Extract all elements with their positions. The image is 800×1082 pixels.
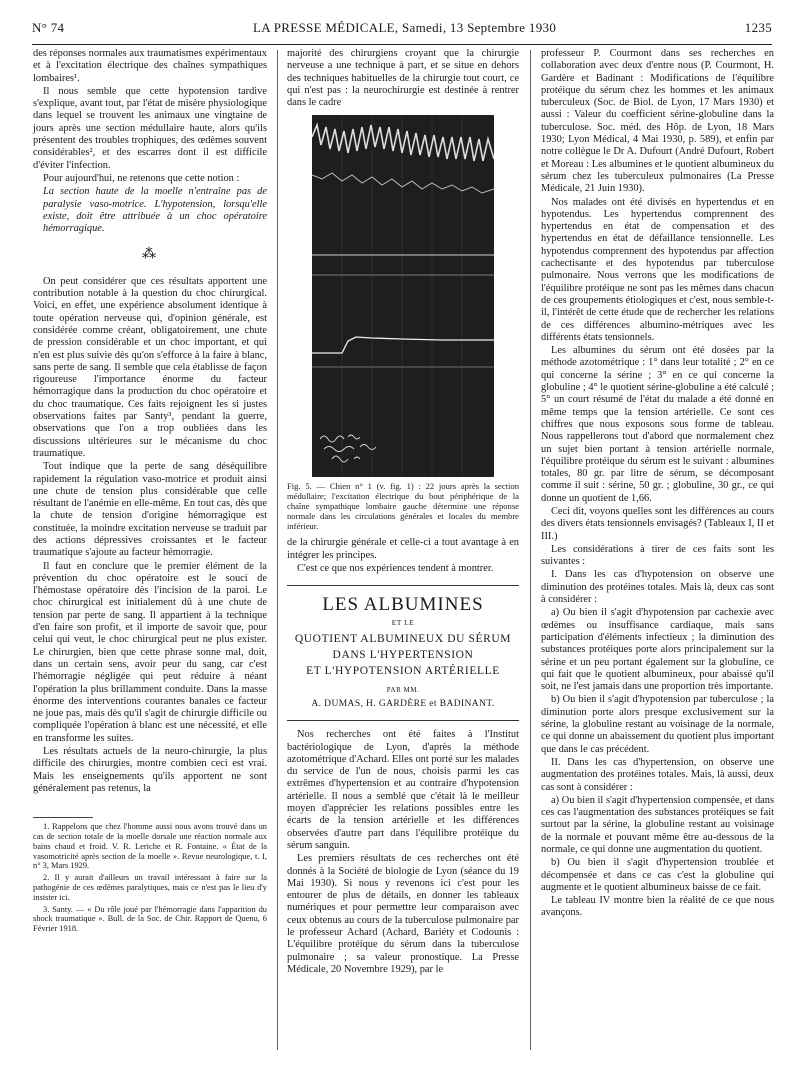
paragraph: professeur P. Courmont dans ses recherches en collaboration avec deux d'entre nous (P. Courmont, H. Gardère et Badinant : Modifications de l'équilibre protéique du sérum chez les hommes et les animaux tuberculeux (Soc. de Biol. de Lyon, 17 Mars 1930) et aussi : Valeur du coefficient sérine-globuline dans la tuberculose. Soc. méd. des Hôp. de Lyon, 18 Mars 1930; Lyon Médical, 4 Mai 1930, p. 589), et enfin par notre collègue le Dr A. Dufourt (André Dufourt, Robert et Moreau : Les albumines et le quotient albumineux du sérum chez les tuberculeux pulmonaires (La Presse Médicale, 21 Juin 1930). (541, 48, 774, 195)
column-middle (287, 48, 519, 1058)
paragraph: C'est ce que nos expériences tendent à montrer. (297, 563, 494, 575)
page-number: 1235 (744, 20, 772, 35)
paragraph: Nos recherches ont été faites à l'Institut bactériologique de Lyon, d'après la méthode azotométrique d'Achard. Elles ont porté sur les malades du service de l'un de nous, choisis parmi les cas extrêmes d'hypertension et au contraire d'hypotension artérielle. Il nous a semblé que c'était là le meilleur moyen d'apprécier les relations possibles entre les écarts de la tension artérielle et les différences observées d'autre part dans l'équilibre protéique du sérum sanguin. (287, 729, 519, 851)
title-connector: ET LE (391, 618, 415, 628)
footnote-rule (33, 817, 93, 818)
figure-kymograph-tracing (312, 115, 494, 477)
paragraph: Le tableau IV montre bien la réalité de ce que nous avançons. (541, 895, 774, 919)
byline-prefix: PAR MM. (386, 685, 420, 694)
column-right (541, 48, 774, 1058)
article-title: LES ALBUMINES (322, 594, 484, 616)
paragraph: II. Dans les cas d'hypertension, on observe une augmentation des protéines totales. Mais, là aussi, deux cas sont à considérer : (541, 756, 774, 793)
paragraph: de la chirurgie générale et celle-ci a tout avantage à en intégrer les principes. (287, 537, 519, 561)
figure-caption: Fig. 5. — Chien n° 1 (v. fig. 1) : 22 jours après la section médullaire; l'excitation électrique du bout périphérique de la chaîne sympathique lombaire gauche détermine une réponse normale dans les circulations générales et locales du membre inférieur. (287, 481, 519, 532)
paragraph: Tout indique que la perte de sang déséquilibre rapidement la régulation vaso-motrice et produit ainsi une chute de tension plus considérable que celle résultant de l'anémie en elle-même. En tout cas, dès que la chute de tension d'origine hémorragique est constituée, la moindre excitation nerveuse se traduit par des actions dépressives croissantes et le facteur traumatique s'ajoute au facteur hémorragie. (33, 461, 267, 559)
article-subtitle: ET L'HYPOTENSION ARTÉRIELLE (306, 664, 500, 677)
paragraph: Les albumines du sérum ont été dosées par la méthode azotométrique : 1° dans leur totalité ; 2° en ce qui concerne la sérine ; 3° en ce qui concerne la globuline ; 4° le quotient sérine-globuline a été calculé ; 5° un court résumé de l'état du malade a été donné en même temps que la tension artérielle. Ce sont ces chiffres que nous exposons sous forme de tableau. Nous rappellerons tout d'abord que normalement chez un sujet bien portant à tension artérielle normale, l'équilibre protéique du sérum est le suivant : albumines totales, 80 gr. par litre de sérum, se décomposant comme il suit : sérine, 50 gr. ; globuline, 30 gr., ce qui donne un quotient de 1,66. (541, 345, 774, 504)
conclusion-italic: La section haute de la moelle n'entraîne pas de paralysie vaso-motrice. L'hypotension, lorsqu'elle existe, doit être attribuée à un choc opératoire hémorragique. (43, 186, 267, 235)
journal-title: LA PRESSE MÉDICALE, Samedi, 13 Septembre 1930 (253, 20, 557, 35)
section-asterism: ⁂ (142, 247, 158, 263)
paragraph: b) Ou bien il s'agit d'hypertension troublée et décompensée et dans ce cas c'est la globuline qui augmente et le quotient albumineux baisse de ce fait. (541, 857, 774, 893)
paragraph: Il nous semble que cette hypotension tardive s'explique, avant tout, par l'état de misère physiologique dans lequel se trouvent les animaux une vingtaine de jours après une section médullaire haute, alors qu'ils présentent des troubles trophiques, des œdèmes souvent considérables², et des escarres dont il est difficile d'éviter l'infection. (33, 85, 267, 171)
paragraph: Ceci dit, voyons quelles sont les différences au cours des divers états tensionnels envisagés? (Tableaux I, II et III.) (541, 505, 774, 542)
tracing-image (312, 115, 494, 477)
paragraph: I. Dans les cas d'hypotension on observe une diminution des protéines totales. Mais là, deux cas sont à considérer : (541, 569, 774, 606)
paragraph: Les considérations à tirer de ces faits sont les suivantes : (541, 543, 774, 568)
paragraph: a) Ou bien il s'agit d'hypertension compensée, et dans ces cas l'augmentation des substances protéiques se fait surtout par la sérine, la globuline restant au voisinage de la normale et pouvant même être au-dessous de la normale, ce qui donne une augmentation du quotient. (541, 794, 774, 855)
paragraph: majorité des chirurgiens croyant que la chirurgie nerveuse a une technique à part, et se situe en dehors des techniques habituelles de la chirurgie tout court, ce qui n'est pas : la neurochirurgie est destinée à rentrer dans le cadre (287, 48, 519, 109)
paragraph: Pour aujourd'hui, ne retenons que cette notion : (43, 172, 240, 184)
paragraph: Nos malades ont été divisés en hypertendus et en hypotendus. Les hypertendus comprennent des hypertendus en état de compensation et des hypertendus en état de défaillance tensionnelle. Les hypotendus comprennent des hypotendus par affection cachectisante et des hypotendus par tuberculose pulmonaire. Nous verrons que les modifications de l'équilibre protéique ne sont pas les mêmes dans chacun de ces groupements étiologiques et c'est, nous semble-t-il, l'intérêt de cette étude que de rechercher les relations de ces différences albumino-métriques avec les différents états tensionnels. (541, 196, 774, 343)
page-header (32, 20, 772, 42)
paragraph: des réponses normales aux traumatismes expérimentaux et à l'excitation électrique des chaînes sympathiques lombaires¹. (33, 48, 267, 84)
footnote: 3. Santy. — « Du rôle joué par l'hémorragie dans l'apparition du shock traumatique ». Bull. de la Soc. de Chir. Rapport de Quenu, 6 Février 1918. (33, 904, 267, 934)
paragraph: Il faut en conclure que le premier élément de la prévention du choc opératoire est le souci de l'hémostase opératoire dès l'incision de la paroi. Le choc chirurgical est initialement dû à une chute de tension par perte de sang. Il appartient à la technique d'en faire son profit, et il importe de savoir que, pour celui qui veut, le choc chirurgical peut ne plus exister. Le chirurgien, bien que cette phrase sonne mal, doit, dans un certain sens, avoir peur du sang, car c'est l'hémorragie négligée qui peut réduire à néant l'opération la plus brillamment conduite. Dans la masse énorme des interventions courantes banales ce facteur ne joue pas, mais dès qu'il s'agit de chirurgie difficile ou compliquée l'opération à blanc est une nécessité, et elle en transforme les suites. (33, 560, 267, 744)
paragraph: b) Ou bien il s'agit d'hypotension par tuberculose ; la diminution porte alors presque exclusivement sur la sérine, la globuline restant au voisinage de la normale, ce qui donne un abaissement du quotient plus important que dans le cas précédent. (541, 694, 774, 755)
column-left (33, 48, 267, 1058)
footnote: 2. Il y aurait d'ailleurs un travail intéressant à faire sur la pathogénie de ces œdèmes paralytiques, mais ce n'est pas le lieu d'y insister ici. (33, 873, 267, 902)
issue-number: N° 74 (32, 20, 65, 35)
paragraph: Les premiers résultats de ces recherches ont été donnés à la Société de biologie de Lyon (séance du 19 Mai 1930). Si nous y revenons ici c'est pour les entourer de plus de détails, en donner les tableaux numériques et pour permettre leur comparaison avec ceux obtenus au cours de la tuberculose pulmonaire par le professeur Achard (Achard, Bariéty et Codounis : L'équilibre protéique du sérum dans la tuberculose pulmonaire ; sa valeur pronostique. La Presse Médicale, 20 Novembre 1929), par le (287, 853, 519, 975)
article-authors: A. DUMAS, H. GARDÈRE et BADINANT. (311, 698, 495, 709)
footnote: 1. Rappelons que chez l'homme aussi nous avons trouvé dans un cas de section totale de la moelle dorsale une réaction normale aux bains chaud et froid. V. R. Leriche et R. Fontaine. « État de la vasomotricité après section de la moelle ». Revue neurologique, t. I, n° 3, Mars 1929. (33, 822, 267, 871)
column-divider (530, 50, 531, 1050)
paragraph: a) Ou bien il s'agit d'hypotension par cachexie avec œdèmes ou insuffisance cardiaque, mais sans participation d'éléments infectieux ; la diminution des substances protéiques porte alors principalement sur la sérine et un peu portant également sur la globuline, ce qui fait que le quotient albumineux, pour abaissé qu'il soit, ne l'est jamais dans une proportion très importante. (541, 607, 774, 693)
header-rule (32, 44, 772, 45)
article-heading (287, 585, 519, 721)
article-subtitle: DANS L'HYPERTENSION (332, 648, 474, 661)
paragraph: Les résultats actuels de la neuro-chirurgie, la plus difficile des chirurgies, montre combien ceci est vrai. Mais les enseignements qu'ils apportent ne sont généralement pas retenus, la (33, 746, 267, 794)
paragraph: On peut considérer que ces résultats apportent une contribution notable à la question du choc chirurgical. Voici, en effet, une expérience absolument identique à toute opération nerveuse qui, d'opinion générale, est considérée comme créant, obligatoirement, une chute de pression considérable et un choc important, et qui n'en est plus suivie dès qu'on s'efforce à la faire à blanc, sans perte de sang. Il semble que cela établisse de façon rigoureuse l'importance énorme du facteur hémorragique dans la production du choc opératoire et du choc traumatique. Ces faits rejoignent les si justes observations faites par Santy³, pendant la guerre, observations que l'on a trop oubliées dans les discussions ultérieures sur le mécanisme du choc traumatique. (33, 275, 267, 459)
article-subtitle: QUOTIENT ALBUMINEUX DU SÉRUM (294, 632, 512, 645)
column-divider (277, 50, 278, 1050)
